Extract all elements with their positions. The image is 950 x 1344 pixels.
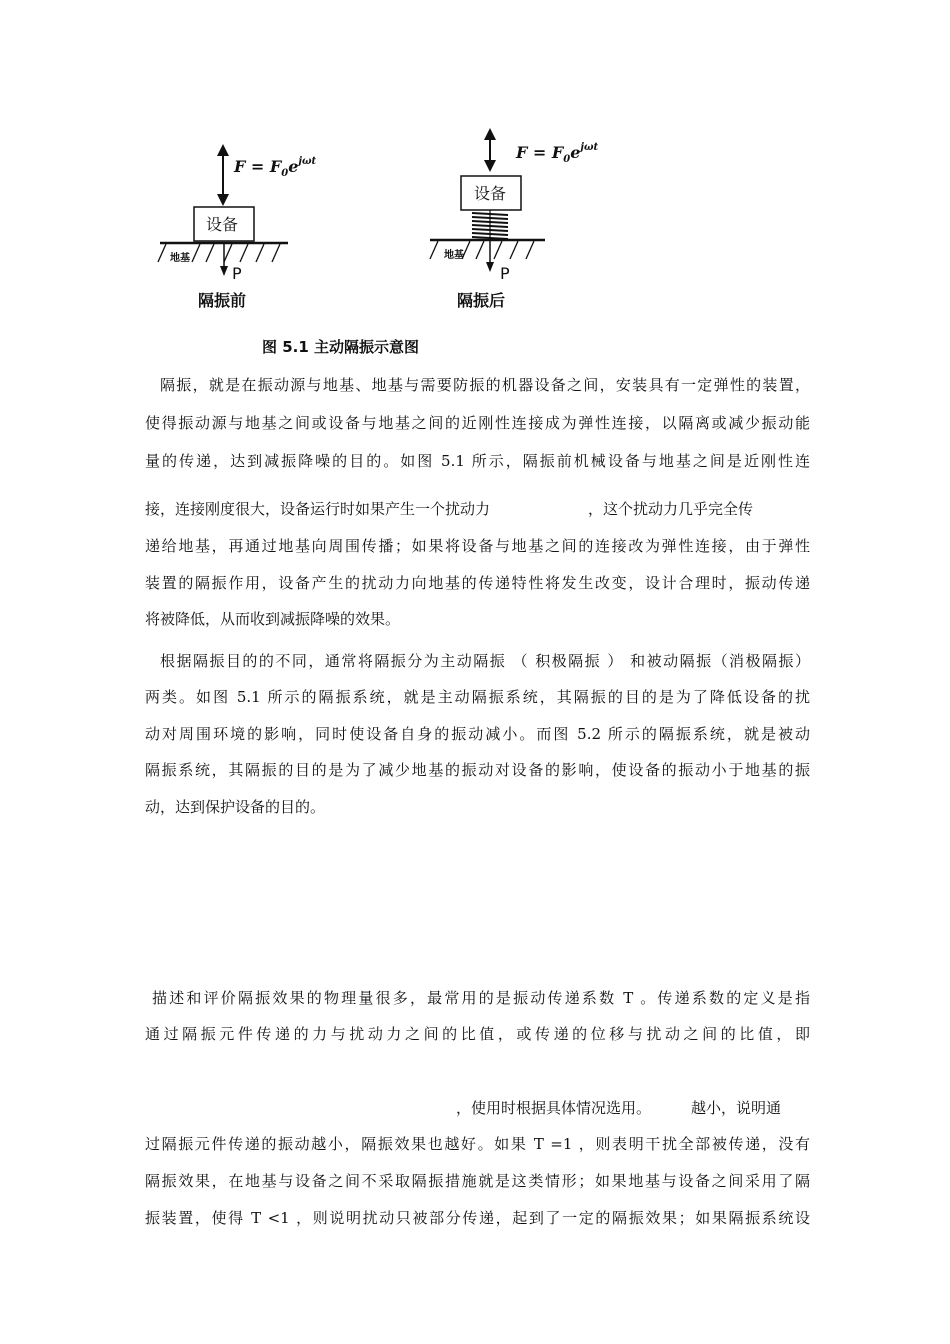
equipment-label-left: 设备 bbox=[206, 215, 239, 234]
before-isolation-diagram bbox=[158, 144, 317, 310]
paragraph-line: 动，达到保护设备的目的。 bbox=[145, 798, 326, 816]
paragraph-line: 量的传递，达到减振降噪的目的。如图 5.1 所示，隔振前机械设备与地基之间是近刚性连 bbox=[145, 452, 810, 470]
paragraph-line: 根据隔振目的的不同，通常将隔振分为主动隔振 （ 积极隔振 ） 和被动隔振（消极隔振） bbox=[160, 652, 810, 670]
figure-caption: 图 5.1 主动隔振示意图 bbox=[262, 338, 420, 356]
paragraph-line: 隔振系统，其隔振的目的是为了减少地基的振动对设备的影响，使设备的振动小于地基的振 bbox=[145, 761, 810, 779]
paragraph-line: 动对周围环境的影响，同时使设备自身的振动减小。而图 5.2 所示的隔振系统，就是被动 bbox=[145, 725, 810, 743]
text-segment: 接，连接刚度很大，设备运行时如果产生一个扰动力 bbox=[145, 500, 491, 518]
equipment-label-right: 设备 bbox=[474, 184, 507, 203]
ground-label-right: 地基 bbox=[444, 250, 464, 261]
spring-icon bbox=[472, 210, 508, 240]
text-segment: 越小，说明通 bbox=[691, 1099, 782, 1117]
paragraph-line: 描述和评价隔振效果的物理量很多，最常用的是振动传递系数 T 。传递系数的定义是指 bbox=[152, 989, 810, 1007]
paragraph-line: 振装置，使得 T <1 ，则说明扰动只被部分传递，起到了一定的隔振效果；如果隔振系统设 bbox=[145, 1209, 810, 1227]
paragraph-line: 将被降低，从而收到减振降噪的效果。 bbox=[145, 610, 401, 628]
paragraph-line bbox=[145, 499, 810, 519]
paragraph-line: 通过隔振元件传递的力与扰动力之间的比值，或传递的位移与扰动之间的比值，即 bbox=[145, 1025, 810, 1043]
force-arrow-up-head bbox=[217, 144, 229, 156]
text-segment: ，这个扰动力几乎完全传 bbox=[588, 500, 754, 518]
transmitted-force-head-right bbox=[486, 262, 494, 272]
paragraph-line: 两类。如图 5.1 所示的隔振系统，就是主动隔振系统，其隔振的目的是为了降低设备的扰 bbox=[145, 688, 810, 706]
paragraph-line: 过隔振元件传递的振动越小，隔振效果也越好。如果 T =1 ，则表明干扰全部被传递，没有 bbox=[145, 1135, 810, 1153]
paragraph-line: 装置的隔振作用，设备产生的扰动力向地基的传递特性将发生改变，设计合理时，振动传递 bbox=[145, 574, 810, 592]
paragraph-line: 递给地基，再通过地基向周围传播；如果将设备与地基之间的连接改为弹性连接，由于弹性 bbox=[145, 537, 810, 555]
paragraph-line: 隔振效果，在地基与设备之间不采取隔振措施就是这类情形；如果地基与设备之间采用了隔 bbox=[145, 1172, 810, 1190]
after-isolation-diagram bbox=[430, 128, 599, 310]
force-label-right: P bbox=[500, 264, 510, 283]
text-segment: ，使用时根据具体情况选用。 bbox=[456, 1099, 652, 1117]
force-label-left: P bbox=[232, 264, 242, 283]
after-isolation-caption: 隔振后 bbox=[457, 291, 506, 310]
paragraph-line bbox=[456, 1098, 810, 1118]
paragraph-line: 隔振，就是在振动源与地基、地基与需要防振的机器设备之间，安装具有一定弹性的装置， bbox=[160, 376, 810, 394]
force-arrow-down-head bbox=[217, 194, 229, 206]
force-arrow-up-head bbox=[484, 128, 496, 140]
paragraph-line: 使得振动源与地基之间或设备与地基之间的近刚性连接成为弹性连接，以隔离或减少振动能 bbox=[145, 414, 810, 432]
force-formula-right: $F = F_0e^{j\omega t}$ bbox=[516, 142, 599, 165]
ground-label-left: 地基 bbox=[170, 253, 190, 264]
figure-5-1 bbox=[0, 0, 950, 330]
before-isolation-caption: 隔振前 bbox=[198, 291, 247, 310]
force-formula-left: $F = F_0e^{j\omega t}$ bbox=[234, 156, 317, 179]
force-arrow-down-head bbox=[484, 160, 496, 172]
transmitted-force-head-left bbox=[220, 266, 228, 276]
